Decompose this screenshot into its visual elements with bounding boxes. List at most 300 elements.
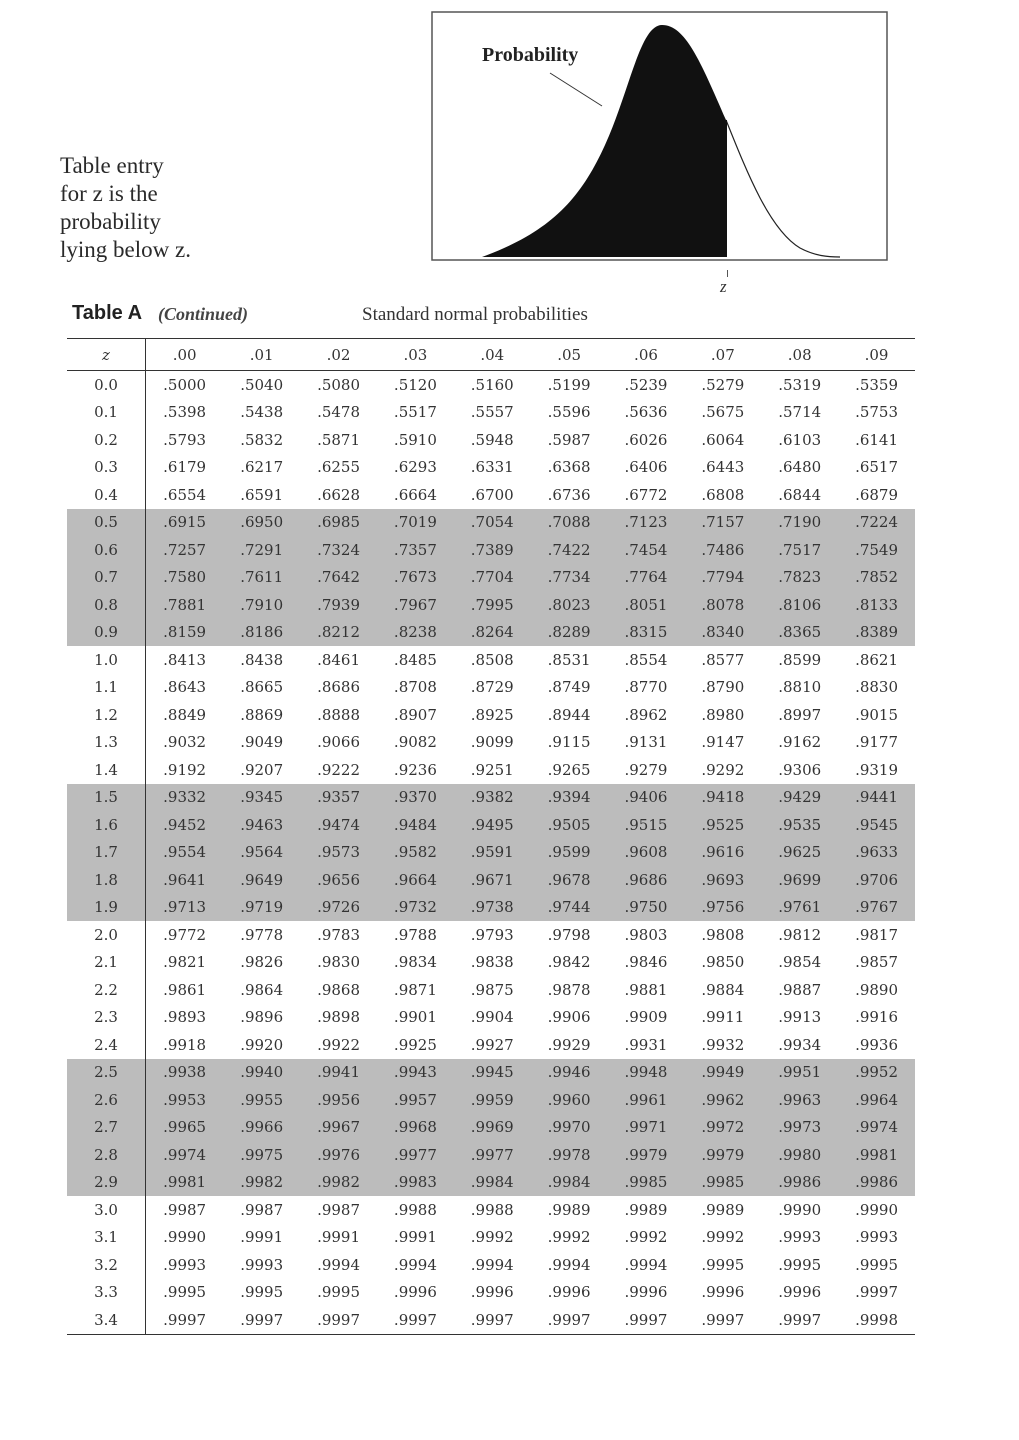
- z-value-cell: 2.7: [67, 1114, 146, 1142]
- caption-line: for z is the: [60, 181, 158, 206]
- probability-cell: .7054: [454, 509, 531, 537]
- probability-cell: .8980: [701, 705, 745, 724]
- probability-cell: .9875: [470, 980, 514, 999]
- probability-cell: .7910: [223, 591, 300, 619]
- probability-cell: .9993: [163, 1255, 207, 1274]
- probability-cell: .8078: [684, 591, 761, 619]
- probability-cell: .5040: [240, 375, 284, 394]
- probability-cell: .9838: [470, 953, 514, 972]
- probability-cell: .9996: [470, 1283, 514, 1302]
- probability-cell: .5948: [470, 430, 514, 449]
- probability-cell: .9977: [454, 1141, 531, 1169]
- table-row: [67, 591, 915, 619]
- probability-cell: .9979: [608, 1141, 685, 1169]
- probability-cell: .9955: [223, 1086, 300, 1114]
- probability-cell: .9719: [223, 894, 300, 922]
- z-value-cell: 2.5: [67, 1059, 146, 1087]
- probability-cell: .8159: [146, 619, 224, 647]
- probability-cell: .7257: [146, 536, 224, 564]
- probability-cell: .9929: [547, 1035, 591, 1054]
- z-value-cell: 2.0: [67, 921, 146, 949]
- column-header: .05: [531, 339, 608, 371]
- z-value-cell: 1.7: [67, 839, 146, 867]
- probability-cell: .9996: [547, 1283, 591, 1302]
- table-name: Table A: [72, 302, 143, 324]
- z-value-cell: 2.6: [67, 1086, 146, 1114]
- probability-cell: .9968: [377, 1114, 454, 1142]
- column-header: .07: [684, 339, 761, 371]
- probability-cell: .8962: [624, 705, 668, 724]
- caption-line: lying below z.: [60, 237, 191, 262]
- probability-cell: .5987: [547, 430, 591, 449]
- probability-cell: .9987: [163, 1200, 207, 1219]
- probability-cell: .6808: [701, 485, 745, 504]
- probability-cell: .9992: [547, 1228, 591, 1247]
- probability-cell: .5120: [393, 375, 437, 394]
- probability-cell: .9996: [701, 1283, 745, 1302]
- probability-cell: .9394: [531, 784, 608, 812]
- probability-cell: .9941: [300, 1059, 377, 1087]
- probability-cell: .9997: [761, 1306, 838, 1334]
- probability-cell: .9916: [855, 1008, 899, 1027]
- probability-cell: .9994: [547, 1255, 591, 1274]
- probability-cell: .8554: [624, 650, 668, 669]
- probability-cell: .5596: [547, 403, 591, 422]
- probability-cell: .9099: [470, 733, 514, 752]
- probability-cell: .8238: [377, 619, 454, 647]
- normal-curve-svg: [430, 10, 890, 265]
- probability-cell: .9484: [377, 811, 454, 839]
- probability-cell: .9997: [531, 1306, 608, 1334]
- probability-cell: .9251: [470, 760, 514, 779]
- probability-cell: .8023: [531, 591, 608, 619]
- probability-cell: .5160: [470, 375, 514, 394]
- probability-cell: .9633: [838, 839, 915, 867]
- probability-cell: .8686: [317, 678, 361, 697]
- probability-cell: .9996: [778, 1283, 822, 1302]
- probability-cell: .9686: [608, 866, 685, 894]
- probability-cell: .8643: [163, 678, 207, 697]
- probability-cell: .9957: [377, 1086, 454, 1114]
- probability-cell: .8531: [547, 650, 591, 669]
- probability-cell: .9817: [855, 925, 899, 944]
- probability-cell: .8051: [608, 591, 685, 619]
- probability-cell: .7517: [761, 536, 838, 564]
- probability-cell: .5438: [240, 403, 284, 422]
- probability-cell: .7454: [608, 536, 685, 564]
- probability-cell: .5675: [701, 403, 745, 422]
- probability-cell: .7673: [377, 564, 454, 592]
- probability-cell: .9545: [838, 811, 915, 839]
- probability-cell: .6700: [470, 485, 514, 504]
- probability-cell: .9960: [531, 1086, 608, 1114]
- probability-cell: .9952: [838, 1059, 915, 1087]
- probability-cell: .8106: [761, 591, 838, 619]
- probability-cell: .9147: [701, 733, 745, 752]
- probability-cell: .5557: [470, 403, 514, 422]
- probability-cell: .5398: [163, 403, 207, 422]
- z-value-cell: 3.1: [67, 1224, 146, 1252]
- table-row: [67, 426, 915, 454]
- probability-cell: .9693: [684, 866, 761, 894]
- probability-cell: .9973: [761, 1114, 838, 1142]
- probability-cell: .5714: [778, 403, 822, 422]
- probability-cell: .5636: [624, 403, 668, 422]
- probability-cell: .9972: [684, 1114, 761, 1142]
- probability-cell: .7357: [377, 536, 454, 564]
- z-value-cell: 0.9: [67, 619, 146, 647]
- probability-cell: .6026: [624, 430, 668, 449]
- probability-cell: .9996: [624, 1283, 668, 1302]
- table-row: [67, 1031, 915, 1059]
- probability-cell: .9649: [223, 866, 300, 894]
- table-title: [72, 300, 932, 330]
- probability-cell: .8907: [393, 705, 437, 724]
- probability-cell: .9265: [547, 760, 591, 779]
- table-row: [67, 949, 915, 977]
- probability-cell: .9961: [608, 1086, 685, 1114]
- probability-cell: .5910: [393, 430, 437, 449]
- probability-cell: .9015: [855, 705, 899, 724]
- z-value-cell: 2.9: [67, 1169, 146, 1197]
- probability-cell: .9997: [223, 1306, 300, 1334]
- probability-cell: .9767: [838, 894, 915, 922]
- table-row: [67, 1196, 915, 1224]
- probability-cell: .9066: [317, 733, 361, 752]
- probability-cell: .9909: [624, 1008, 668, 1027]
- probability-cell: .7123: [608, 509, 685, 537]
- z-value-cell: 2.2: [67, 976, 146, 1004]
- probability-cell: .9965: [146, 1114, 224, 1142]
- probability-cell: .9982: [300, 1169, 377, 1197]
- probability-cell: .8830: [855, 678, 899, 697]
- probability-cell: .9992: [470, 1228, 514, 1247]
- probability-cell: .8925: [470, 705, 514, 724]
- table-row: [67, 1114, 915, 1142]
- probability-cell: .7088: [531, 509, 608, 537]
- column-header: .01: [223, 339, 300, 371]
- probability-cell: .9974: [838, 1114, 915, 1142]
- z-value-cell: 2.3: [67, 1004, 146, 1032]
- probability-cell: .9207: [240, 760, 284, 779]
- probability-cell: .8849: [163, 705, 207, 724]
- probability-cell: .9989: [624, 1200, 668, 1219]
- z-value-cell: 3.2: [67, 1251, 146, 1279]
- probability-cell: .9850: [701, 953, 745, 972]
- column-header: .02: [300, 339, 377, 371]
- table-row: [67, 894, 915, 922]
- column-header: .00: [146, 339, 224, 371]
- probability-cell: .9983: [377, 1169, 454, 1197]
- z-value-cell: 0.5: [67, 509, 146, 537]
- probability-cell: .9854: [778, 953, 822, 972]
- probability-cell: .9987: [317, 1200, 361, 1219]
- probability-cell: .5793: [163, 430, 207, 449]
- table-row: [67, 1086, 915, 1114]
- probability-cell: .7764: [608, 564, 685, 592]
- probability-cell: .9943: [377, 1059, 454, 1087]
- probability-cell: .9713: [146, 894, 224, 922]
- probability-cell: .7995: [454, 591, 531, 619]
- table-row: [67, 1004, 915, 1032]
- probability-cell: .7823: [761, 564, 838, 592]
- probability-cell: .8289: [531, 619, 608, 647]
- probability-cell: .9345: [223, 784, 300, 812]
- probability-cell: .9082: [393, 733, 437, 752]
- z-value-cell: 1.3: [67, 729, 146, 757]
- probability-cell: .9515: [608, 811, 685, 839]
- probability-cell: .8997: [778, 705, 822, 724]
- table-row: [67, 619, 915, 647]
- probability-cell: .9982: [223, 1169, 300, 1197]
- probability-cell: .9913: [778, 1008, 822, 1027]
- probability-cell: .9699: [761, 866, 838, 894]
- probability-cell: .8438: [240, 650, 284, 669]
- probability-cell: .9857: [855, 953, 899, 972]
- probability-cell: .5319: [778, 375, 822, 394]
- probability-cell: .9783: [317, 925, 361, 944]
- probability-cell: .9808: [701, 925, 745, 944]
- table-row: [67, 976, 915, 1004]
- probability-cell: .8264: [454, 619, 531, 647]
- probability-cell: .7642: [300, 564, 377, 592]
- z-value-cell: 0.2: [67, 426, 146, 454]
- probability-cell: .9994: [317, 1255, 361, 1274]
- probability-cell: .9985: [608, 1169, 685, 1197]
- probability-cell: .8340: [684, 619, 761, 647]
- probability-cell: .9998: [838, 1306, 915, 1334]
- probability-cell: .8133: [838, 591, 915, 619]
- probability-cell: .9994: [393, 1255, 437, 1274]
- probability-cell: .8315: [608, 619, 685, 647]
- probability-cell: .9842: [547, 953, 591, 972]
- probability-cell: .9986: [761, 1169, 838, 1197]
- probability-cell: .9978: [531, 1141, 608, 1169]
- probability-cell: .6844: [778, 485, 822, 504]
- probability-cell: .9429: [761, 784, 838, 812]
- table-row: [67, 371, 915, 399]
- z-value-cell: 2.8: [67, 1141, 146, 1169]
- probability-cell: .8888: [317, 705, 361, 724]
- table-row: [67, 674, 915, 702]
- column-header: .03: [377, 339, 454, 371]
- probability-cell: .6217: [240, 458, 284, 477]
- probability-cell: .8869: [240, 705, 284, 724]
- probability-cell: .7704: [454, 564, 531, 592]
- probability-cell: .6517: [855, 458, 899, 477]
- probability-cell: .9505: [531, 811, 608, 839]
- probability-cell: .7881: [146, 591, 224, 619]
- probability-cell: .8944: [547, 705, 591, 724]
- z-value-cell: 0.1: [67, 399, 146, 427]
- probability-cell: .5478: [317, 403, 361, 422]
- probability-cell: .8729: [470, 678, 514, 697]
- probability-cell: .9319: [855, 760, 899, 779]
- z-value-cell: 1.4: [67, 756, 146, 784]
- probability-cell: .6950: [223, 509, 300, 537]
- probability-cell: .9997: [684, 1306, 761, 1334]
- probability-cell: .8508: [470, 650, 514, 669]
- probability-cell: .5517: [393, 403, 437, 422]
- probability-cell: .9994: [470, 1255, 514, 1274]
- probability-cell: .9901: [393, 1008, 437, 1027]
- z-header: z: [67, 339, 146, 371]
- probability-cell: .9962: [684, 1086, 761, 1114]
- probability-cell: .6103: [778, 430, 822, 449]
- probability-cell: .9934: [778, 1035, 822, 1054]
- probability-cell: .9332: [146, 784, 224, 812]
- probability-cell: .9846: [624, 953, 668, 972]
- probability-cell: .9996: [393, 1283, 437, 1302]
- table-row: [67, 866, 915, 894]
- table-continued: (Continued): [158, 304, 249, 324]
- probability-cell: .9977: [377, 1141, 454, 1169]
- table-row: [67, 481, 915, 509]
- probability-cell: .7967: [377, 591, 454, 619]
- probability-cell: .9959: [454, 1086, 531, 1114]
- probability-cell: .9678: [531, 866, 608, 894]
- caption-line: Table entry: [60, 153, 164, 178]
- probability-cell: .9970: [531, 1114, 608, 1142]
- z-value-cell: 1.6: [67, 811, 146, 839]
- probability-cell: .5279: [701, 375, 745, 394]
- table-row: [67, 839, 915, 867]
- probability-cell: .9884: [701, 980, 745, 999]
- probability-cell: .7019: [377, 509, 454, 537]
- probability-cell: .9564: [223, 839, 300, 867]
- probability-cell: .9898: [317, 1008, 361, 1027]
- probability-cell: .8389: [838, 619, 915, 647]
- z-value-cell: 0.3: [67, 454, 146, 482]
- probability-cell: .9989: [701, 1200, 745, 1219]
- probability-cell: .9995: [317, 1283, 361, 1302]
- probability-cell: .9922: [317, 1035, 361, 1054]
- probability-cell: .9778: [240, 925, 284, 944]
- header-row: [67, 339, 915, 371]
- probability-cell: .8461: [317, 650, 361, 669]
- table-row: [67, 784, 915, 812]
- probability-cell: .6064: [701, 430, 745, 449]
- probability-cell: .9582: [377, 839, 454, 867]
- probability-cell: .6368: [547, 458, 591, 477]
- probability-cell: .9441: [838, 784, 915, 812]
- probability-cell: .6443: [701, 458, 745, 477]
- z-value-cell: 1.0: [67, 646, 146, 674]
- probability-cell: .9772: [163, 925, 207, 944]
- z-value-cell: 1.5: [67, 784, 146, 812]
- probability-cell: .6331: [470, 458, 514, 477]
- probability-cell: .9812: [778, 925, 822, 944]
- probability-cell: .9162: [778, 733, 822, 752]
- probability-cell: .9990: [163, 1228, 207, 1247]
- table-row: [67, 454, 915, 482]
- probability-cell: .9887: [778, 980, 822, 999]
- probability-cell: .9418: [684, 784, 761, 812]
- probability-cell: .9936: [855, 1035, 899, 1054]
- probability-cell: .9591: [454, 839, 531, 867]
- probability-cell: .9625: [761, 839, 838, 867]
- probability-cell: .9881: [624, 980, 668, 999]
- table-row: [67, 921, 915, 949]
- z-value-cell: 1.2: [67, 701, 146, 729]
- probability-cell: .9990: [855, 1200, 899, 1219]
- probability-cell: .9995: [240, 1283, 284, 1302]
- probability-cell: .7852: [838, 564, 915, 592]
- probability-cell: .9971: [608, 1114, 685, 1142]
- table-row: [67, 509, 915, 537]
- probability-cell: .6141: [855, 430, 899, 449]
- probability-cell: .6406: [624, 458, 668, 477]
- probability-cell: .6179: [163, 458, 207, 477]
- probability-cell: .9995: [163, 1283, 207, 1302]
- probability-cell: .8770: [624, 678, 668, 697]
- probability-cell: .9861: [163, 980, 207, 999]
- table-row: [67, 1059, 915, 1087]
- probability-cell: .7324: [300, 536, 377, 564]
- probability-cell: .5000: [163, 375, 207, 394]
- probability-cell: .6985: [300, 509, 377, 537]
- probability-cell: .7580: [146, 564, 224, 592]
- probability-cell: .9988: [393, 1200, 437, 1219]
- probability-cell: .9992: [701, 1228, 745, 1247]
- probability-cell: .9963: [761, 1086, 838, 1114]
- probability-cell: .7939: [300, 591, 377, 619]
- probability-cell: .6255: [317, 458, 361, 477]
- probability-cell: .9993: [240, 1255, 284, 1274]
- probability-cell: .7422: [531, 536, 608, 564]
- probability-cell: .9826: [240, 953, 284, 972]
- probability-cell: .9868: [317, 980, 361, 999]
- probability-cell: .9997: [377, 1306, 454, 1334]
- probability-cell: .9871: [393, 980, 437, 999]
- probability-cell: .9382: [454, 784, 531, 812]
- probability-label: Probability: [482, 44, 579, 66]
- probability-cell: .8810: [778, 678, 822, 697]
- probability-cell: .9732: [377, 894, 454, 922]
- probability-cell: .9994: [624, 1255, 668, 1274]
- probability-cell: .9788: [393, 925, 437, 944]
- probability-cell: .9931: [624, 1035, 668, 1054]
- probability-cell: .9956: [300, 1086, 377, 1114]
- probability-cell: .9949: [684, 1059, 761, 1087]
- caption-line: probability: [60, 209, 161, 234]
- probability-cell: .5239: [624, 375, 668, 394]
- probability-cell: .9664: [377, 866, 454, 894]
- probability-cell: .9989: [547, 1200, 591, 1219]
- probability-cell: .5199: [547, 375, 591, 394]
- z-table: [67, 338, 915, 1335]
- probability-cell: .9890: [855, 980, 899, 999]
- probability-cell: .9969: [454, 1114, 531, 1142]
- probability-cell: .9918: [163, 1035, 207, 1054]
- probability-cell: .9997: [146, 1306, 224, 1334]
- probability-cell: .9986: [838, 1169, 915, 1197]
- probability-cell: .9406: [608, 784, 685, 812]
- table-row: [67, 701, 915, 729]
- table-row: [67, 811, 915, 839]
- probability-cell: .9671: [454, 866, 531, 894]
- probability-cell: .9370: [377, 784, 454, 812]
- probability-cell: .9985: [684, 1169, 761, 1197]
- probability-cell: .9793: [470, 925, 514, 944]
- probability-cell: .9974: [146, 1141, 224, 1169]
- table-row: [67, 1306, 915, 1334]
- probability-cell: .9616: [684, 839, 761, 867]
- table-row: [67, 646, 915, 674]
- probability-cell: .9997: [608, 1306, 685, 1334]
- probability-cell: .9656: [300, 866, 377, 894]
- probability-cell: .9641: [146, 866, 224, 894]
